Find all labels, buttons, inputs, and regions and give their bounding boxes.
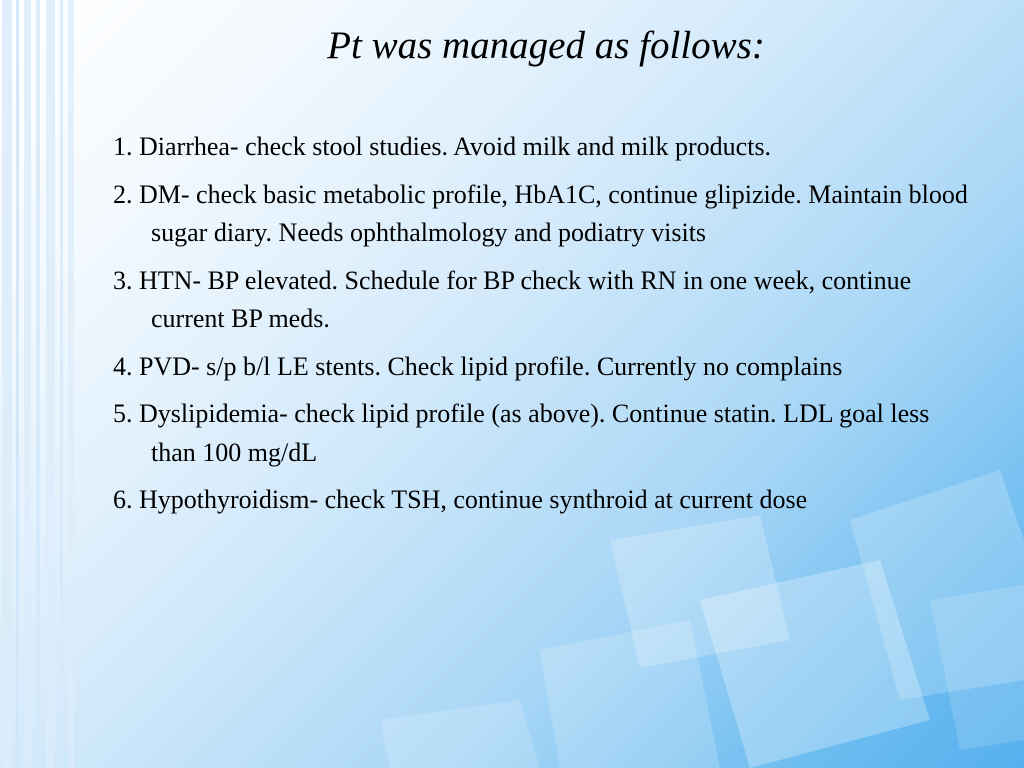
plan-item-pvd: 4. PVD- s/p b/l LE stents. Check lipid profile. Currently no complains xyxy=(113,351,843,381)
plan-item-hypothyroidism: 6. Hypothyroidism- check TSH, continue synthroid at current dose xyxy=(113,485,808,514)
plan-item-htn: 3. HTN- BP elevated. Schedule for BP check with RN in one week, continue current BP meds. xyxy=(113,265,912,333)
plan-item-diarrhea: 1. Diarrhea- check stool studies. Avoid milk and milk products. xyxy=(113,132,772,161)
plan-item-dm: 2. DM- check basic metabolic profile, HbA1C, continue glipizide. Maintain blood sugar diary. Needs ophthalmology and podiatry visits xyxy=(113,179,968,247)
vertical-stripes xyxy=(2,0,74,768)
slide-title: Pt was managed as follows: xyxy=(327,24,765,67)
plan-item-dyslipidemia: 5. Dyslipidemia- check lipid profile (as above). Continue statin. LDL goal less than 100 mg/dL xyxy=(113,399,930,467)
management-plan-list xyxy=(113,128,973,529)
